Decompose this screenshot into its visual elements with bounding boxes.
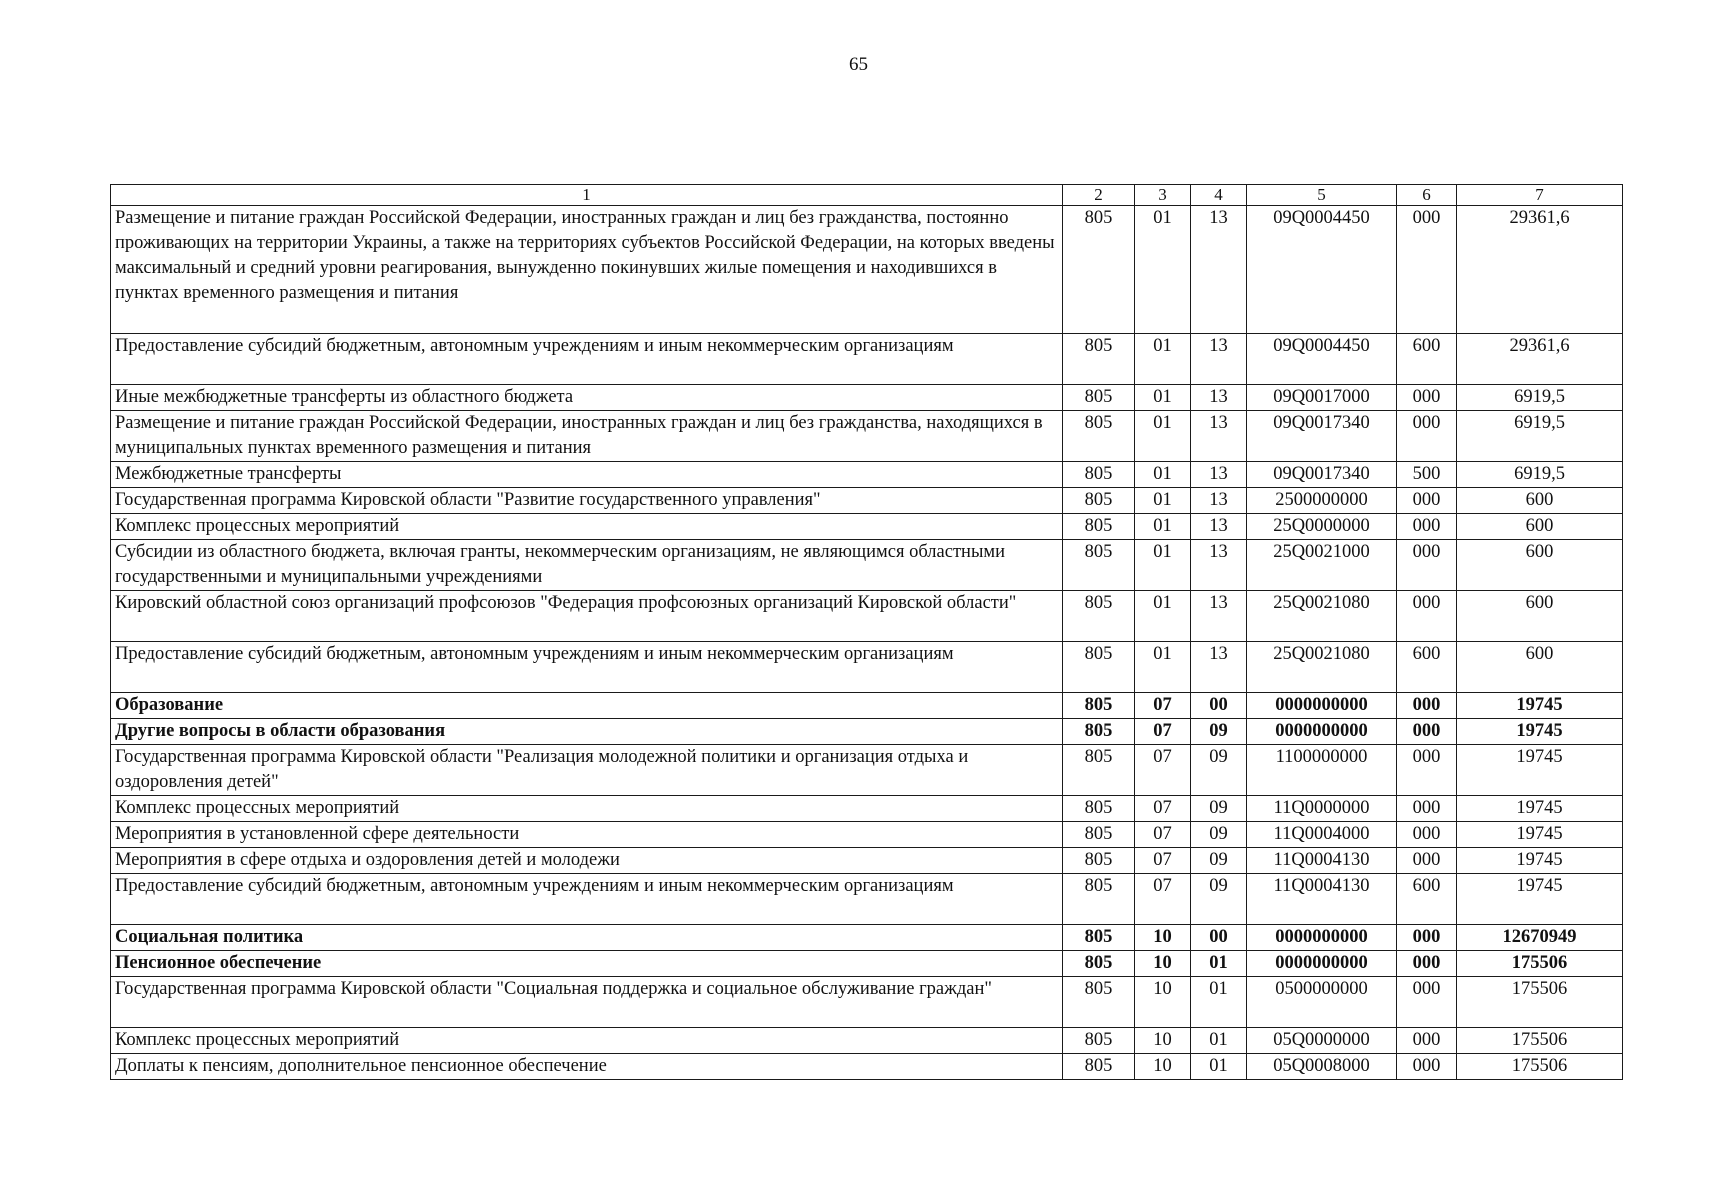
- table-row: [111, 1028, 1623, 1054]
- row-code-target-article: 09Q0017340: [1247, 462, 1397, 488]
- table-row: [111, 848, 1623, 874]
- table-row: [111, 745, 1623, 796]
- row-code-department: 805: [1063, 719, 1135, 745]
- row-code-target-article: 0000000000: [1247, 693, 1397, 719]
- column-header: 3: [1135, 185, 1191, 206]
- row-name: Размещение и питание граждан Российской Федерации, иностранных граждан и лиц без гражданства, постоянно проживающих на территории Украины, а также на территориях субъектов Российской Федерации, на которых введены максимальный и средний уровни реагирования, вынужденно покинувших жилые помещения и находившихся в пунктах временного размещения и питания: [111, 206, 1063, 334]
- column-header: 4: [1191, 185, 1247, 206]
- row-amount: 175506: [1457, 1028, 1623, 1054]
- row-code-section: 01: [1135, 334, 1191, 385]
- table-row: [111, 591, 1623, 642]
- row-amount: 19745: [1457, 874, 1623, 925]
- row-name: Мероприятия в сфере отдыха и оздоровления детей и молодежи: [111, 848, 1063, 874]
- row-amount: 600: [1457, 488, 1623, 514]
- row-code-target-article: 09Q0017340: [1247, 411, 1397, 462]
- row-code-subsection: 00: [1191, 925, 1247, 951]
- table-row: [111, 796, 1623, 822]
- row-amount: 6919,5: [1457, 462, 1623, 488]
- row-code-subsection: 13: [1191, 334, 1247, 385]
- row-code-department: 805: [1063, 1054, 1135, 1080]
- row-code-target-article: 25Q0021080: [1247, 642, 1397, 693]
- table-row: [111, 411, 1623, 462]
- row-code-subsection: 09: [1191, 745, 1247, 796]
- row-code-target-article: 25Q0021000: [1247, 540, 1397, 591]
- row-name: Мероприятия в установленной сфере деятельности: [111, 822, 1063, 848]
- row-code-section: 01: [1135, 462, 1191, 488]
- row-code-target-article: 05Q0000000: [1247, 1028, 1397, 1054]
- table-row: [111, 642, 1623, 693]
- row-name: Другие вопросы в области образования: [111, 719, 1063, 745]
- row-code-subsection: 01: [1191, 1028, 1247, 1054]
- row-code-expense-type: 000: [1397, 540, 1457, 591]
- row-code-target-article: 0500000000: [1247, 977, 1397, 1028]
- row-code-expense-type: 000: [1397, 925, 1457, 951]
- row-code-department: 805: [1063, 462, 1135, 488]
- row-code-target-article: 11Q0004130: [1247, 874, 1397, 925]
- budget-table: [110, 184, 1623, 1080]
- table-row: [111, 334, 1623, 385]
- row-code-subsection: 01: [1191, 977, 1247, 1028]
- row-code-target-article: 11Q0004130: [1247, 848, 1397, 874]
- row-code-target-article: 05Q0008000: [1247, 1054, 1397, 1080]
- column-header: 2: [1063, 185, 1135, 206]
- row-code-target-article: 11Q0000000: [1247, 796, 1397, 822]
- row-name: Размещение и питание граждан Российской Федерации, иностранных граждан и лиц без гражданства, находящихся в муниципальных пунктах временного размещения и питания: [111, 411, 1063, 462]
- row-code-subsection: 13: [1191, 411, 1247, 462]
- row-code-subsection: 13: [1191, 488, 1247, 514]
- row-code-department: 805: [1063, 848, 1135, 874]
- row-code-expense-type: 000: [1397, 385, 1457, 411]
- page-number: 65: [849, 54, 868, 75]
- row-code-section: 01: [1135, 488, 1191, 514]
- row-amount: 600: [1457, 591, 1623, 642]
- row-name: Образование: [111, 693, 1063, 719]
- row-code-department: 805: [1063, 488, 1135, 514]
- row-amount: 175506: [1457, 977, 1623, 1028]
- row-amount: 12670949: [1457, 925, 1623, 951]
- row-code-target-article: 0000000000: [1247, 951, 1397, 977]
- table-row-section-total: [111, 925, 1623, 951]
- row-code-department: 805: [1063, 411, 1135, 462]
- row-name: Пенсионное обеспечение: [111, 951, 1063, 977]
- row-code-target-article: 0000000000: [1247, 925, 1397, 951]
- row-code-department: 805: [1063, 334, 1135, 385]
- row-amount: 600: [1457, 642, 1623, 693]
- row-code-target-article: 09Q0004450: [1247, 334, 1397, 385]
- row-name: Доплаты к пенсиям, дополнительное пенсионное обеспечение: [111, 1054, 1063, 1080]
- row-code-expense-type: 000: [1397, 822, 1457, 848]
- table-row: [111, 1054, 1623, 1080]
- row-code-section: 01: [1135, 540, 1191, 591]
- row-code-subsection: 13: [1191, 385, 1247, 411]
- row-code-subsection: 13: [1191, 642, 1247, 693]
- row-amount: 19745: [1457, 796, 1623, 822]
- table-row-section-total: [111, 693, 1623, 719]
- table-row: [111, 822, 1623, 848]
- row-code-expense-type: 000: [1397, 977, 1457, 1028]
- row-amount: 6919,5: [1457, 385, 1623, 411]
- row-code-department: 805: [1063, 951, 1135, 977]
- row-code-expense-type: 000: [1397, 796, 1457, 822]
- row-name: Государственная программа Кировской области "Развитие государственного управления": [111, 488, 1063, 514]
- row-amount: 19745: [1457, 822, 1623, 848]
- column-header: 5: [1247, 185, 1397, 206]
- row-code-department: 805: [1063, 540, 1135, 591]
- row-code-subsection: 13: [1191, 462, 1247, 488]
- row-code-department: 805: [1063, 977, 1135, 1028]
- row-amount: 175506: [1457, 951, 1623, 977]
- table-header-row: [111, 185, 1623, 206]
- row-code-section: 10: [1135, 1028, 1191, 1054]
- table-row: [111, 385, 1623, 411]
- row-name: Иные межбюджетные трансферты из областного бюджета: [111, 385, 1063, 411]
- row-name: Государственная программа Кировской области "Реализация молодежной политики и организация отдыха и оздоровления детей": [111, 745, 1063, 796]
- table-row-subsection-total: [111, 951, 1623, 977]
- row-code-section: 07: [1135, 796, 1191, 822]
- row-code-subsection: 09: [1191, 822, 1247, 848]
- column-header: 7: [1457, 185, 1623, 206]
- row-code-department: 805: [1063, 822, 1135, 848]
- row-code-department: 805: [1063, 925, 1135, 951]
- row-code-department: 805: [1063, 874, 1135, 925]
- row-code-expense-type: 000: [1397, 693, 1457, 719]
- row-name: Субсидии из областного бюджета, включая гранты, некоммерческим организациям, не являющимся областными государственными и муниципальными учреждениями: [111, 540, 1063, 591]
- table-row: [111, 540, 1623, 591]
- row-code-section: 01: [1135, 385, 1191, 411]
- row-code-expense-type: 000: [1397, 1028, 1457, 1054]
- row-code-subsection: 09: [1191, 848, 1247, 874]
- row-code-expense-type: 000: [1397, 951, 1457, 977]
- row-name: Комплекс процессных мероприятий: [111, 796, 1063, 822]
- row-code-target-article: 11Q0004000: [1247, 822, 1397, 848]
- row-code-department: 805: [1063, 642, 1135, 693]
- row-code-subsection: 09: [1191, 796, 1247, 822]
- table-row: [111, 462, 1623, 488]
- table-row-subsection-total: [111, 719, 1623, 745]
- row-code-target-article: 1100000000: [1247, 745, 1397, 796]
- row-code-department: 805: [1063, 206, 1135, 334]
- row-name: Предоставление субсидий бюджетным, автономным учреждениям и иным некоммерческим организациям: [111, 334, 1063, 385]
- table-row: [111, 514, 1623, 540]
- row-code-department: 805: [1063, 745, 1135, 796]
- row-code-section: 10: [1135, 1054, 1191, 1080]
- row-amount: 19745: [1457, 848, 1623, 874]
- row-code-section: 10: [1135, 925, 1191, 951]
- row-amount: 6919,5: [1457, 411, 1623, 462]
- row-code-section: 10: [1135, 951, 1191, 977]
- row-code-subsection: 01: [1191, 951, 1247, 977]
- row-code-subsection: 09: [1191, 874, 1247, 925]
- row-code-section: 10: [1135, 977, 1191, 1028]
- row-code-target-article: 25Q0000000: [1247, 514, 1397, 540]
- column-header: 1: [111, 185, 1063, 206]
- row-code-subsection: 01: [1191, 1054, 1247, 1080]
- row-code-expense-type: 000: [1397, 1054, 1457, 1080]
- row-code-expense-type: 000: [1397, 206, 1457, 334]
- row-code-expense-type: 500: [1397, 462, 1457, 488]
- row-code-section: 01: [1135, 591, 1191, 642]
- row-code-target-article: 09Q0004450: [1247, 206, 1397, 334]
- row-code-expense-type: 600: [1397, 334, 1457, 385]
- row-name: Комплекс процессных мероприятий: [111, 514, 1063, 540]
- row-code-section: 07: [1135, 874, 1191, 925]
- row-code-section: 01: [1135, 411, 1191, 462]
- row-code-section: 07: [1135, 745, 1191, 796]
- row-name: Комплекс процессных мероприятий: [111, 1028, 1063, 1054]
- row-code-section: 07: [1135, 822, 1191, 848]
- row-code-section: 07: [1135, 719, 1191, 745]
- table-row: [111, 874, 1623, 925]
- table-row: [111, 977, 1623, 1028]
- row-code-expense-type: 000: [1397, 591, 1457, 642]
- row-code-department: 805: [1063, 693, 1135, 719]
- row-code-expense-type: 600: [1397, 874, 1457, 925]
- row-code-expense-type: 000: [1397, 411, 1457, 462]
- row-code-expense-type: 000: [1397, 514, 1457, 540]
- row-name: Государственная программа Кировской области "Социальная поддержка и социальное обслуживание граждан": [111, 977, 1063, 1028]
- row-name: Социальная политика: [111, 925, 1063, 951]
- row-code-expense-type: 600: [1397, 642, 1457, 693]
- row-amount: 19745: [1457, 745, 1623, 796]
- row-code-target-article: 09Q0017000: [1247, 385, 1397, 411]
- row-name: Предоставление субсидий бюджетным, автономным учреждениям и иным некоммерческим организациям: [111, 874, 1063, 925]
- row-code-subsection: 00: [1191, 693, 1247, 719]
- row-code-department: 805: [1063, 591, 1135, 642]
- row-code-expense-type: 000: [1397, 848, 1457, 874]
- row-amount: 19745: [1457, 693, 1623, 719]
- row-name: Кировский областной союз организаций профсоюзов "Федерация профсоюзных организаций Кировской области": [111, 591, 1063, 642]
- row-code-department: 805: [1063, 1028, 1135, 1054]
- row-code-target-article: 0000000000: [1247, 719, 1397, 745]
- row-amount: 600: [1457, 540, 1623, 591]
- row-code-subsection: 09: [1191, 719, 1247, 745]
- row-code-section: 01: [1135, 642, 1191, 693]
- table-row: [111, 206, 1623, 334]
- row-amount: 29361,6: [1457, 206, 1623, 334]
- row-code-subsection: 13: [1191, 540, 1247, 591]
- row-code-expense-type: 000: [1397, 488, 1457, 514]
- row-code-subsection: 13: [1191, 206, 1247, 334]
- row-amount: 29361,6: [1457, 334, 1623, 385]
- row-code-department: 805: [1063, 514, 1135, 540]
- row-code-section: 07: [1135, 848, 1191, 874]
- row-code-expense-type: 000: [1397, 745, 1457, 796]
- row-code-department: 805: [1063, 796, 1135, 822]
- row-code-target-article: 2500000000: [1247, 488, 1397, 514]
- table-row: [111, 488, 1623, 514]
- row-code-section: 07: [1135, 693, 1191, 719]
- row-code-department: 805: [1063, 385, 1135, 411]
- row-name: Межбюджетные трансферты: [111, 462, 1063, 488]
- row-code-subsection: 13: [1191, 591, 1247, 642]
- row-amount: 175506: [1457, 1054, 1623, 1080]
- row-code-expense-type: 000: [1397, 719, 1457, 745]
- row-name: Предоставление субсидий бюджетным, автономным учреждениям и иным некоммерческим организациям: [111, 642, 1063, 693]
- row-code-section: 01: [1135, 206, 1191, 334]
- row-amount: 19745: [1457, 719, 1623, 745]
- row-code-target-article: 25Q0021080: [1247, 591, 1397, 642]
- row-code-subsection: 13: [1191, 514, 1247, 540]
- row-amount: 600: [1457, 514, 1623, 540]
- column-header: 6: [1397, 185, 1457, 206]
- row-code-section: 01: [1135, 514, 1191, 540]
